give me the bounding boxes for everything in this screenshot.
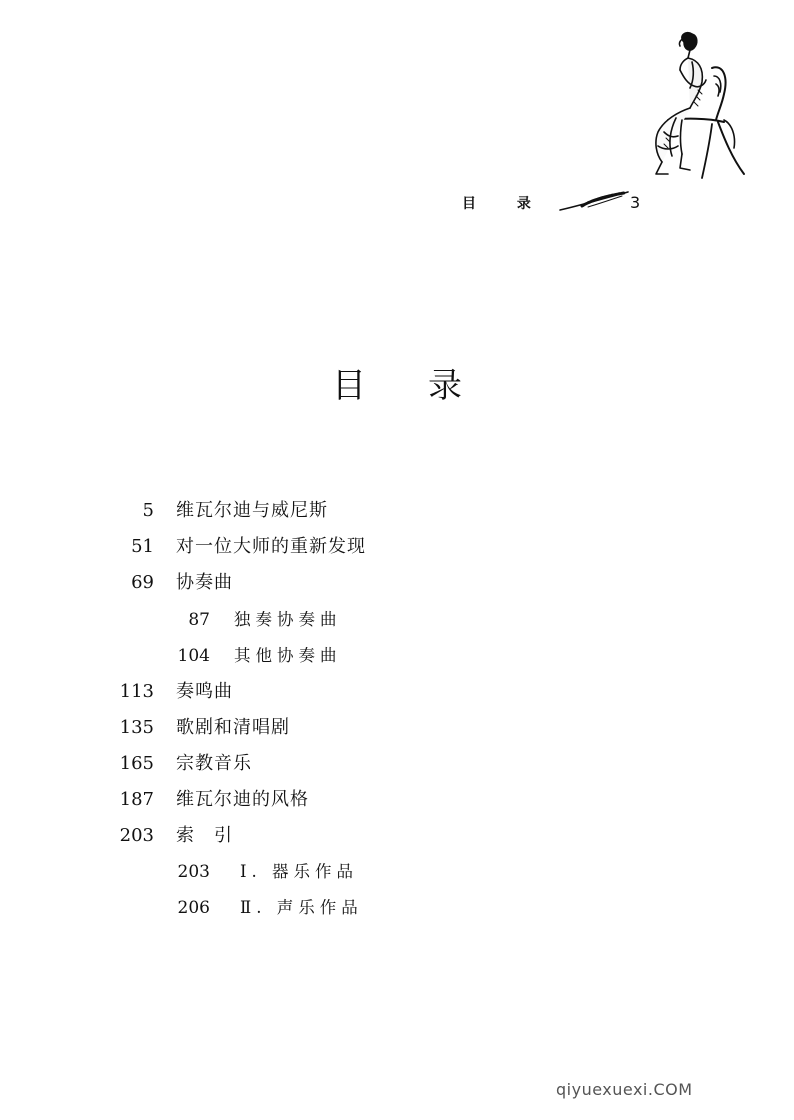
toc-entry[interactable]	[0, 532, 794, 562]
toc-page-number: 203	[177, 862, 210, 882]
toc-entry[interactable]	[0, 677, 794, 707]
toc-page-number: 51	[131, 536, 154, 557]
toc-page-number: 165	[119, 753, 154, 774]
toc-entry-label: 宗教音乐	[176, 753, 252, 774]
toc-entry[interactable]	[0, 713, 794, 743]
toc-page-number: 135	[119, 717, 154, 738]
toc-entry-label: 独奏协奏曲	[234, 610, 342, 629]
toc-page-number: 69	[131, 572, 154, 593]
running-head-title: 目 录	[462, 196, 549, 212]
toc-entry-label: 维瓦尔迪与威尼斯	[176, 500, 328, 521]
toc-entry-label: 其他协奏曲	[234, 646, 342, 665]
toc-page-number: 203	[119, 825, 154, 846]
seated-musician-illustration	[628, 28, 762, 184]
toc-subentry[interactable]	[0, 857, 794, 887]
toc-page-number: 206	[177, 898, 210, 918]
running-head	[462, 190, 662, 216]
toc-entry[interactable]	[0, 496, 794, 526]
toc-entry-label: 协奏曲	[176, 572, 233, 593]
toc-page-number: 87	[188, 610, 210, 630]
toc-entry-label: 维瓦尔迪的风格	[176, 789, 309, 810]
toc-entry[interactable]	[0, 785, 794, 815]
toc-entry-label: 索 引	[176, 825, 233, 846]
running-head-page-number: 3	[630, 193, 641, 212]
page-title: 目录	[332, 366, 524, 406]
watermark-text: qiyuexuexi.COM	[556, 1080, 693, 1099]
toc-entry[interactable]	[0, 821, 794, 851]
toc-subentry[interactable]	[0, 605, 794, 635]
quill-pen-ornament	[558, 190, 632, 212]
toc-entry-label: Ⅱ. 声乐作品	[240, 898, 363, 917]
toc-entry-label: Ⅰ. 器乐作品	[240, 862, 359, 881]
toc-page-number: 113	[119, 681, 154, 702]
toc-entry-label: 歌剧和清唱剧	[176, 717, 290, 738]
watermark	[556, 1080, 786, 1106]
toc-page-number: 187	[119, 789, 154, 810]
toc-subentry[interactable]	[0, 893, 794, 923]
toc-page-number: 5	[142, 500, 154, 521]
toc-entry-label: 对一位大师的重新发现	[176, 536, 366, 557]
toc-subentry[interactable]	[0, 641, 794, 671]
toc-entry[interactable]	[0, 568, 794, 598]
toc-entry[interactable]	[0, 749, 794, 779]
toc-entry-label: 奏鸣曲	[176, 681, 233, 702]
toc-page-number: 104	[177, 646, 210, 666]
